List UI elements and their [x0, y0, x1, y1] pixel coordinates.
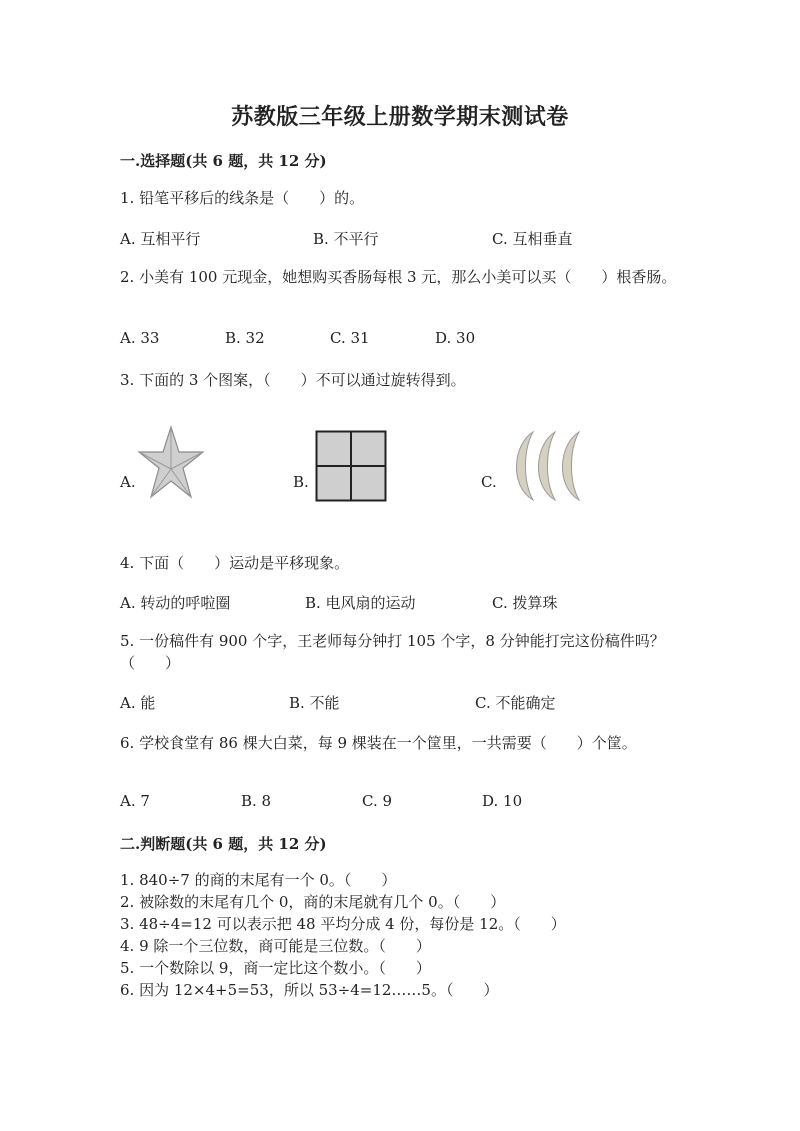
judge-item-5: 5. 一个数除以 9，商一定比这个数小。（ ） [120, 959, 431, 977]
q2-option-b: B. 32 [225, 329, 265, 347]
q4-option-b: B. 电风扇的运动 [305, 594, 416, 612]
q3-option-a: A. [120, 473, 136, 491]
q6-option-c: C. 9 [362, 792, 393, 810]
q6-option-a: A. 7 [120, 792, 150, 810]
q1-option-c: C. 互相垂直 [492, 230, 573, 248]
q4-option-c: C. 拨算珠 [492, 594, 558, 612]
q2-option-c: C. 31 [330, 329, 370, 347]
q5-option-c: C. 不能确定 [475, 694, 556, 712]
q3-option-b: B. [293, 473, 309, 491]
q2-option-d: D. 30 [435, 329, 476, 347]
q6-option-d: D. 10 [482, 792, 523, 810]
star-figure [138, 425, 204, 501]
judge-item-6: 6. 因为 12×4+5=53，所以 53÷4=12……5。（ ） [120, 981, 499, 999]
judge-item-4: 4. 9 除一个三位数，商可能是三位数。（ ） [120, 937, 431, 955]
three-crescents-figure [505, 430, 585, 502]
question-1: 1. 铅笔平移后的线条是（ ）的。 [120, 189, 365, 207]
q5-option-a: A. 能 [120, 694, 156, 712]
section-choice-heading: 一.选择题(共 6 题，共 12 分) [120, 152, 327, 170]
judge-item-1: 1. 840÷7 的商的末尾有一个 0。（ ） [120, 871, 397, 889]
question-2: 2. 小美有 100 元现金，她想购买香肠每根 3 元，那么小美可以买（ ）根香肠。 [120, 268, 677, 286]
q1-option-a: A. 互相平行 [120, 230, 201, 248]
question-4: 4. 下面（ ）运动是平移现象。 [120, 554, 350, 572]
question-5: 5. 一份稿件有 900 个字，王老师每分钟打 105 个字，8 分钟能打完这份稿件吗？（ ） [120, 632, 665, 672]
q6-option-b: B. 8 [241, 792, 272, 810]
four-square-grid-figure [315, 430, 387, 502]
question-3: 3. 下面的 3 个图案，（ ）不可以通过旋转得到。 [120, 371, 466, 389]
section-judge-heading: 二.判断题(共 6 题，共 12 分) [120, 835, 327, 853]
judge-item-2: 2. 被除数的末尾有几个 0，商的末尾就有几个 0。（ ） [120, 893, 506, 911]
question-6: 6. 学校食堂有 86 棵大白菜，每 9 棵装在一个筐里，一共需要（ ）个筐。 [120, 734, 637, 752]
q3-option-c: C. [481, 473, 497, 491]
q2-option-a: A. 33 [120, 329, 160, 347]
page-title: 苏教版三年级上册数学期末测试卷 [231, 104, 569, 130]
q4-option-a: A. 转动的呼啦圈 [120, 594, 231, 612]
q1-option-b: B. 不平行 [313, 230, 379, 248]
judge-item-3: 3. 48÷4=12 可以表示把 48 平均分成 4 份，每份是 12。（ ） [120, 915, 566, 933]
q5-option-b: B. 不能 [289, 694, 340, 712]
